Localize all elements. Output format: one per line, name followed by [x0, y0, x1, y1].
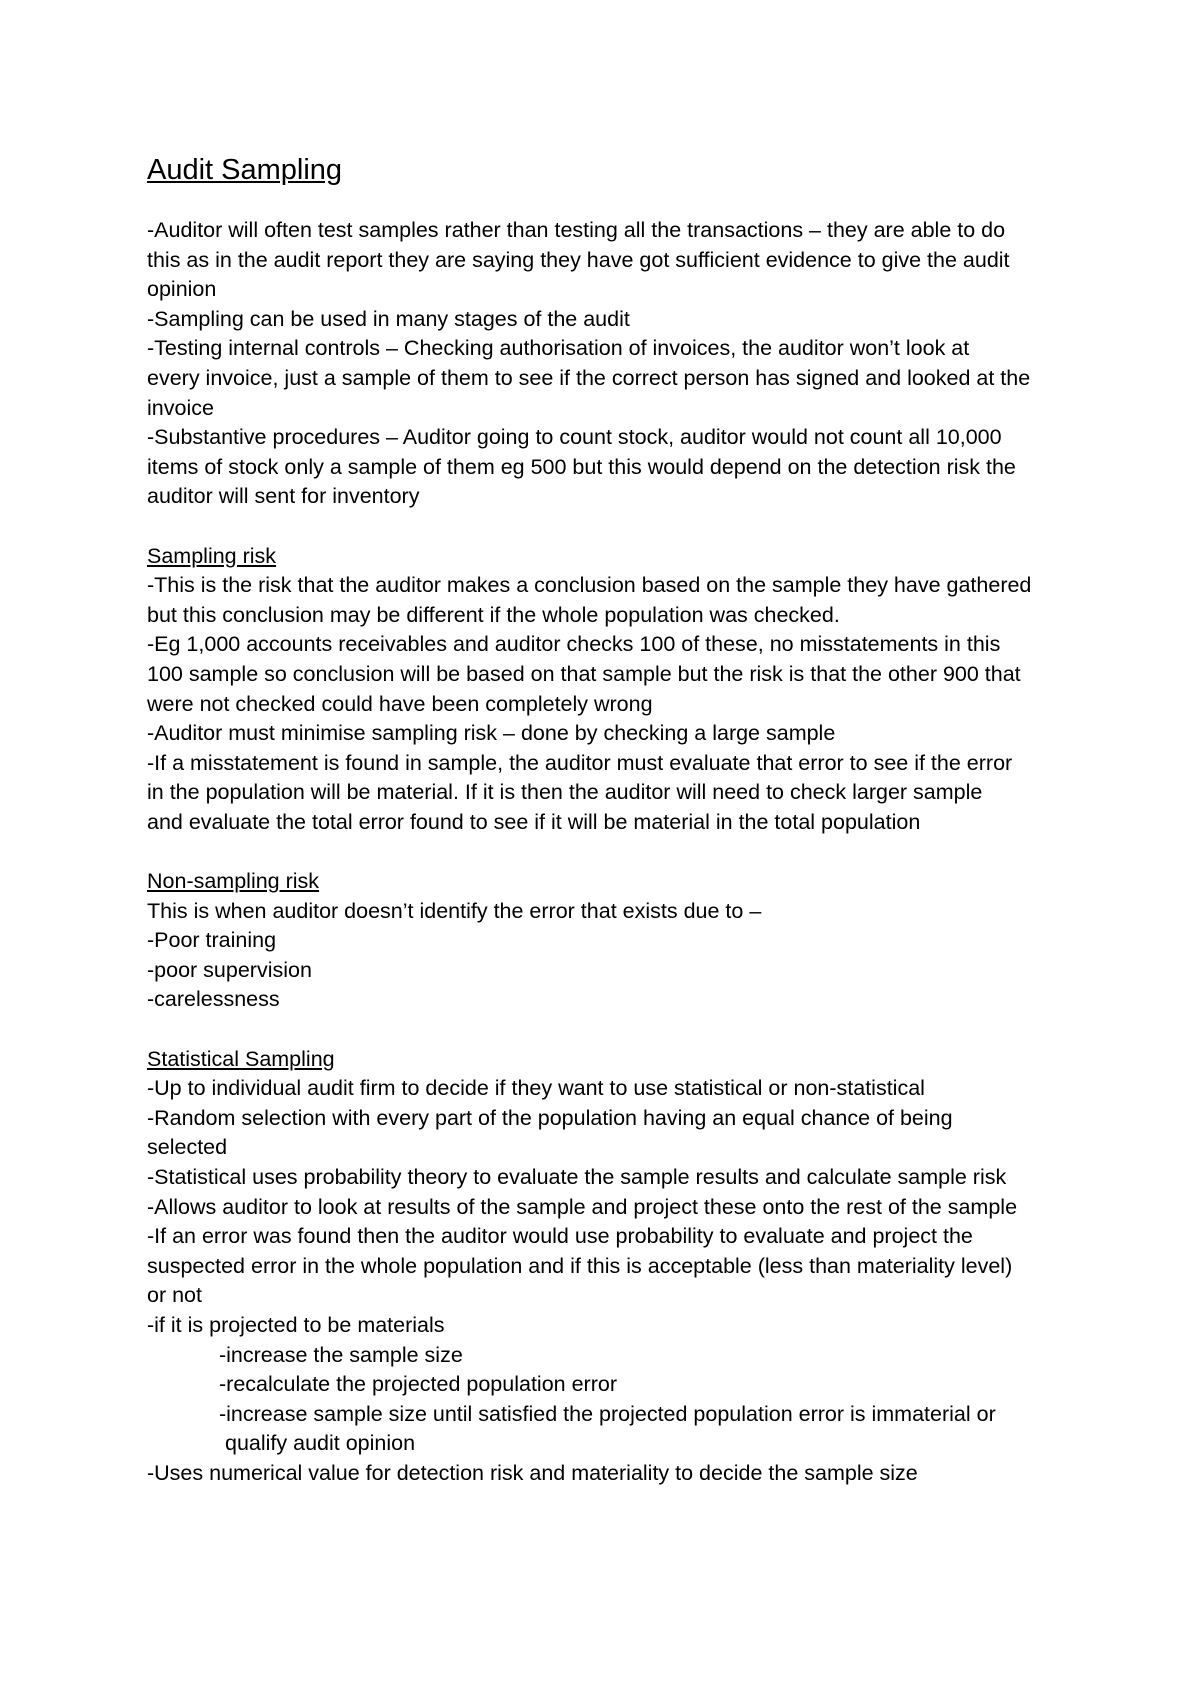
sampling-risk-line: -Auditor must minimise sampling risk – done by checking a large sample	[147, 721, 836, 746]
non-sampling-risk-section	[147, 867, 1077, 1015]
intro-line: -Substantive procedures – Auditor going to count stock, auditor would not count all 10,000	[147, 425, 1002, 450]
sampling-risk-heading: Sampling risk	[147, 543, 277, 568]
statistical-sampling-sub-item: -increase the sample size	[219, 1342, 463, 1367]
intro-line: invoice	[147, 395, 214, 420]
statistical-sampling-sub-item: -increase sample size until satisfied the projected population error is immaterial or	[219, 1401, 996, 1426]
sampling-risk-line: and evaluate the total error found to see if it will be material in the total population	[147, 809, 921, 834]
statistical-sampling-line: -Random selection with every part of the population having an equal chance of being	[147, 1105, 953, 1130]
paragraph-gap	[147, 512, 1077, 542]
intro-line: -Testing internal controls – Checking authorisation of invoices, the auditor won’t look at	[147, 336, 970, 361]
document-title: Audit Sampling	[147, 154, 343, 186]
paragraph-gap	[147, 1015, 1077, 1045]
non-sampling-risk-heading: Non-sampling risk	[147, 869, 320, 894]
non-sampling-risk-line: This is when auditor doesn’t identify the error that exists due to –	[147, 898, 762, 923]
statistical-sampling-line: or not	[147, 1283, 202, 1308]
statistical-sampling-line: -Allows auditor to look at results of the sample and project these onto the rest of the sample	[147, 1194, 1018, 1219]
statistical-sampling-line: selected	[147, 1135, 228, 1160]
intro-line: -Sampling can be used in many stages of the audit	[147, 306, 630, 331]
statistical-sampling-heading: Statistical Sampling	[147, 1046, 335, 1071]
intro-line: items of stock only a sample of them eg 500 but this would depend on the detection risk the	[147, 454, 1016, 479]
statistical-sampling-line: -If an error was found then the auditor would use probability to evaluate and project the	[147, 1224, 973, 1249]
intro-line: opinion	[147, 277, 217, 302]
statistical-sampling-line: -if it is projected to be materials	[147, 1312, 445, 1337]
sampling-risk-line: -If a misstatement is found in sample, the auditor must evaluate that error to see if the error	[147, 750, 1013, 775]
paragraph-gap	[147, 837, 1077, 867]
statistical-sampling-line: suspected error in the whole population and if this is acceptable (less than materiality level)	[147, 1253, 1013, 1278]
statistical-sampling-sub-continuation: qualify audit opinion	[225, 1431, 416, 1456]
intro-line: this as in the audit report they are saying they have got sufficient evidence to give the audit	[147, 247, 1010, 272]
statistical-sampling-final-line: -Uses numerical value for detection risk and materiality to decide the sample size	[147, 1460, 918, 1485]
sampling-risk-line: -Eg 1,000 accounts receivables and auditor checks 100 of these, no misstatements in this	[147, 632, 1001, 657]
sampling-risk-line: in the population will be material. If it is then the auditor will need to check larger sample	[147, 780, 983, 805]
intro-line: -Auditor will often test samples rather than testing all the transactions – they are able to do	[147, 218, 1006, 242]
sampling-risk-section	[147, 542, 1077, 838]
statistical-sampling-line: -Statistical uses probability theory to evaluate the sample results and calculate sample risk	[147, 1165, 1007, 1189]
non-sampling-risk-line: -Poor training	[147, 928, 277, 953]
sampling-risk-line: but this conclusion may be different if the whole population was checked.	[147, 602, 840, 627]
sampling-risk-line: -This is the risk that the auditor makes a conclusion based on the sample they have gathered	[147, 573, 1032, 598]
statistical-sampling-section	[147, 1045, 1077, 1489]
sampling-risk-line: were not checked could have been completely wrong	[147, 691, 653, 716]
intro-line: auditor will sent for inventory	[147, 484, 420, 509]
sampling-risk-line: 100 sample so conclusion will be based on that sample but the risk is that the other 900 that	[147, 661, 1021, 686]
non-sampling-risk-line: -poor supervision	[147, 957, 312, 982]
intro-line: every invoice, just a sample of them to see if the correct person has signed and looked at the	[147, 365, 1031, 390]
statistical-sampling-line: -Up to individual audit firm to decide if they want to use statistical or non-statistical	[147, 1076, 925, 1101]
document-content	[147, 150, 1077, 1489]
intro-section	[147, 216, 1077, 512]
statistical-sampling-sub-item: -recalculate the projected population error	[219, 1372, 617, 1397]
non-sampling-risk-line: -carelessness	[147, 987, 280, 1012]
